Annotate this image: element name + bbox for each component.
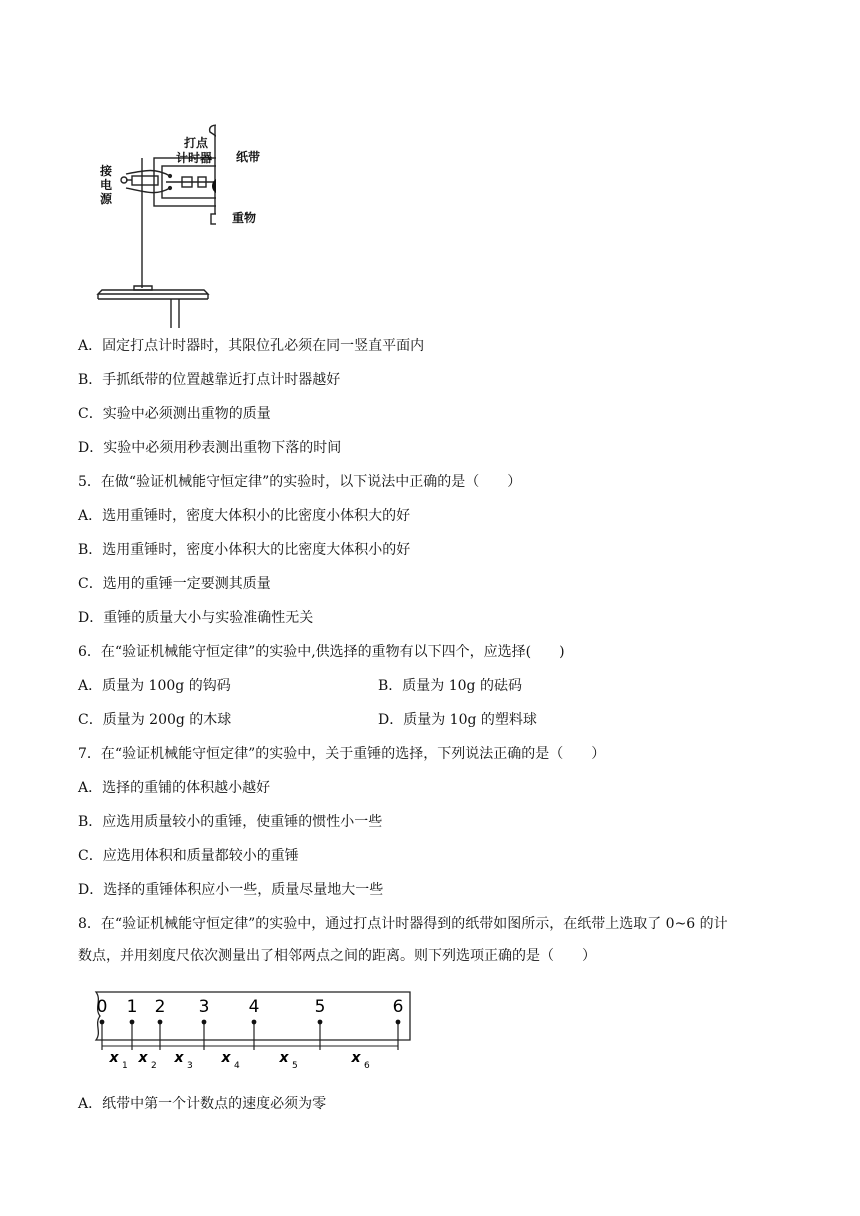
tape-point-label: 0: [96, 997, 108, 1017]
q5-stem: 5．在做“验证机械能守恒定律”的实验时，以下说法中正确的是（ ）: [78, 474, 522, 490]
tape-point-label: 1: [126, 997, 138, 1017]
segment-label: x: [109, 1050, 119, 1066]
q4-option-d: D．实验中必须用秒表测出重物下落的时间: [78, 440, 342, 456]
label-power-3: 源: [100, 192, 113, 206]
label-power-1: 接: [100, 164, 113, 178]
segment-label: x: [174, 1050, 184, 1066]
label-power-2: 电: [100, 178, 113, 192]
q6-option-d: D．质量为 10g 的塑料球: [378, 712, 537, 728]
label-timer-2: 计时器: [176, 151, 213, 165]
q4-option-a: A．固定打点计时器时，其限位孔必须在同一竖直平面内: [78, 338, 425, 354]
tape-dot: [100, 1020, 105, 1025]
q4-option-b: B．手抓纸带的位置越靠近打点计时器越好: [78, 372, 341, 388]
magnet-disc: [212, 178, 216, 194]
segment-subscript: 4: [234, 1061, 240, 1071]
segment-label: x: [138, 1050, 148, 1066]
q5-option-c: C．选用的重锤一定要测其质量: [78, 576, 271, 592]
tape-dot: [396, 1020, 401, 1025]
segment-subscript: 3: [187, 1061, 193, 1071]
label-timer-1: 打点: [184, 136, 209, 150]
tape-point-label: 5: [314, 997, 326, 1017]
tape-dot: [130, 1020, 135, 1025]
q5-option-a: A．选用重锤时，密度大体积小的比密度小体积大的好: [78, 508, 411, 524]
q6-option-a: A．质量为 100g 的钩码: [78, 678, 231, 694]
label-tape: 纸带: [236, 150, 261, 164]
tape-dot: [318, 1020, 323, 1025]
tape-dot: [158, 1020, 163, 1025]
segment-label: x: [279, 1050, 289, 1066]
table-top: [98, 290, 208, 294]
tape-point-label: 3: [198, 997, 210, 1017]
q7-option-b: B．应选用质量较小的重锤，使重锤的惯性小一些: [78, 814, 383, 830]
segment-subscript: 1: [122, 1061, 128, 1071]
q8-stem-line2: 数点，并用刻度尺依次测量出了相邻两点之间的距离。则下列选项正确的是（ ）: [78, 948, 596, 964]
paper-tape-figure: [88, 990, 418, 1072]
segment-label: x: [221, 1050, 231, 1066]
tape-point-label: 6: [392, 997, 404, 1017]
tape-dot: [252, 1020, 257, 1025]
q7-option-a: A．选择的重铺的体积越小越好: [78, 780, 271, 796]
tape-point-label: 2: [154, 997, 166, 1017]
tape-point-label: 4: [248, 997, 260, 1017]
q7-option-c: C．应选用体积和质量都较小的重锤: [78, 848, 299, 864]
q5-option-d: D．重锤的质量大小与实验准确性无关: [78, 610, 314, 626]
q7-stem: 7．在“验证机械能守恒定律”的实验中，关于重锤的选择，下列说法正确的是（ ）: [78, 746, 606, 762]
tape-dot: [202, 1020, 207, 1025]
q8-stem-line1: 8．在“验证机械能守恒定律”的实验中，通过打点计时器得到的纸带如图所示，在纸带上选取了 0~6 的计: [78, 916, 728, 932]
q8-option-a: A．纸带中第一个计数点的速度必须为零: [78, 1096, 327, 1112]
q7-option-d: D．选择的重锤体积应小一些，质量尽量地大一些: [78, 882, 384, 898]
q4-option-c: C．实验中必须测出重物的质量: [78, 406, 271, 422]
label-weight: 重物: [232, 211, 257, 225]
q6-stem: 6．在“验证机械能守恒定律”的实验中,供选择的重物有以下四个，应选择( ): [78, 644, 565, 660]
segment-label: x: [351, 1050, 361, 1066]
segment-subscript: 2: [151, 1061, 157, 1071]
segment-subscript: 5: [292, 1061, 298, 1071]
weight-block: [211, 214, 216, 224]
q6-option-b: B．质量为 10g 的砝码: [378, 678, 522, 694]
q6-option-c: C．质量为 200g 的木球: [78, 712, 232, 728]
segment-subscript: 6: [364, 1061, 370, 1071]
q5-option-b: B．选用重锤时，密度小体积大的比密度大体积小的好: [78, 542, 411, 558]
